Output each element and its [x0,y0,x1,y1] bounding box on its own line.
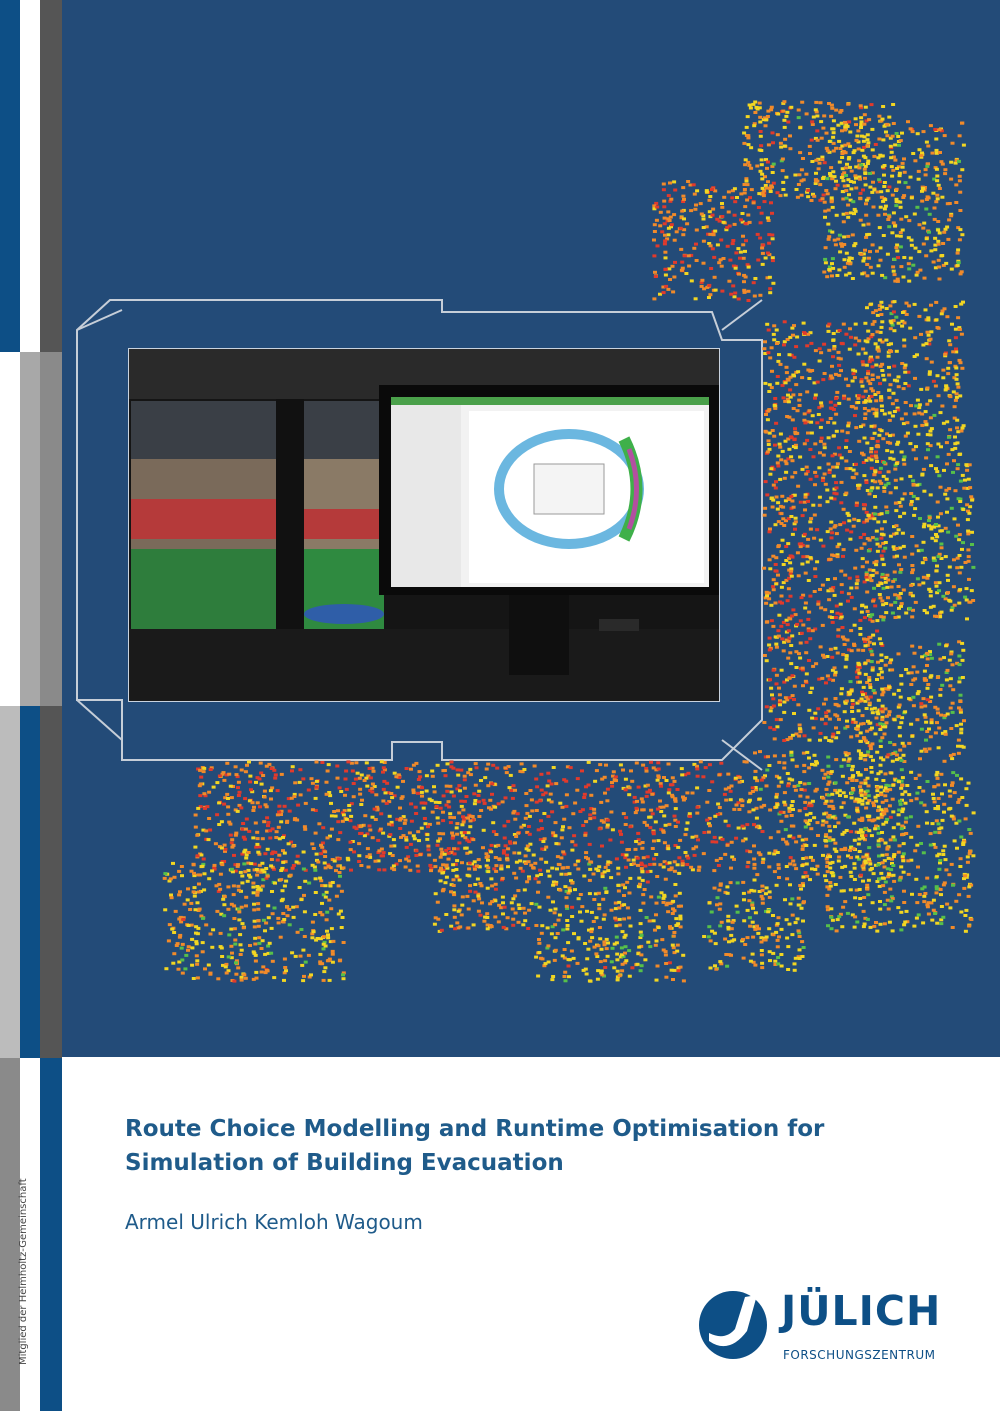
logo-wordmark: JÜLICH [781,1287,942,1335]
control-room-photo [128,348,720,702]
side-stripe-lightgray-mid [20,352,40,706]
cover-illustration [62,0,1000,1057]
juelich-logo [695,1285,965,1365]
helmholtz-membership-text: Mitglied der Helmholtz-Gemeinschaft [18,1178,29,1365]
side-stripe-white-mid [0,352,20,706]
side-stripe-white-top [20,0,40,352]
side-stripe-blue-top [0,0,20,352]
book-author: Armel Ulrich Kemloh Wagoum [125,1210,423,1234]
side-stripe-lightgray-low [0,706,20,1058]
juelich-logo-mark-icon [695,1285,775,1365]
side-stripe-blue-bottom [40,1058,62,1411]
side-stripe-gray-top [40,0,62,352]
side-stripe-blue-low [20,706,40,1058]
side-stripe-gray-bottom [0,1058,20,1411]
side-stripe-gray-mid [40,352,62,706]
book-title: Route Choice Modelling and Runtime Optimisation for Simulation of Building Evacuation [125,1116,825,1176]
side-stripe-darkgray-low [40,706,62,1058]
logo-subtitle: FORSCHUNGSZENTRUM [783,1348,936,1362]
